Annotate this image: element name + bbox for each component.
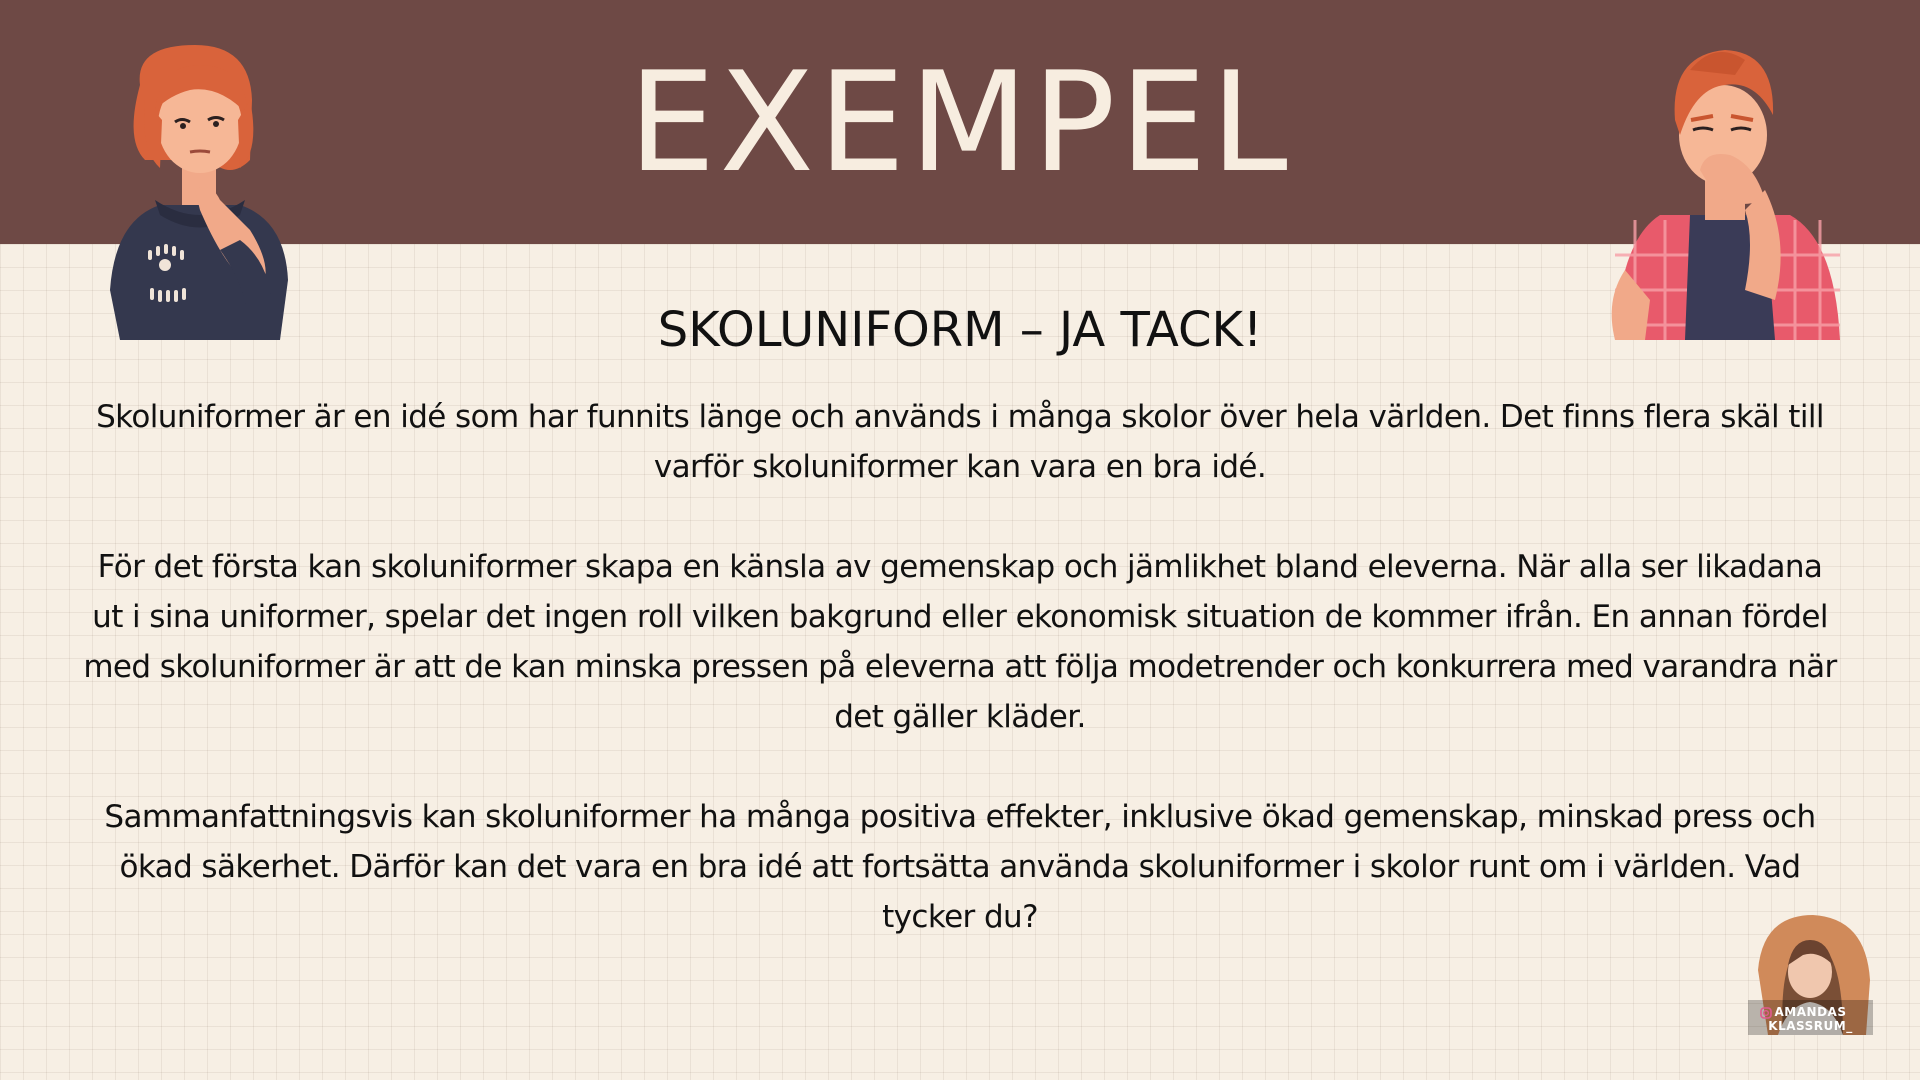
paragraph-intro: Skoluniformer är en idé som har funnits länge och används i många skolor över hela världen. Det finns flera skäl till varför skoluniformer kan vara en bra idé.: [96, 399, 1824, 485]
paragraph-arguments: För det första kan skoluniformer skapa en känsla av gemenskap och jämlikhet bland eleverna. När alla ser likadana ut i sina uniformer, spelar det ingen roll vilken bakgrund eller ekonomisk situation de kommer ifrån. En annan fördel med skoluniformer är att de kan minska pressen på eleverna att följa modetrender och konkurrera med varandra när det gäller kläder.: [83, 549, 1837, 735]
article-body: [78, 392, 1842, 992]
article-heading: SKOLUNIFORM – JA TACK!: [657, 302, 1263, 358]
page-title: EXEMPEL: [628, 42, 1292, 203]
badge-line-2: KLASSRUM_: [1768, 1019, 1853, 1033]
paragraph-conclusion: Sammanfattningsvis kan skoluniformer ha många positiva effekter, inklusive ökad gemenskap, minskad press och ökad säkerhet. Därför kan det vara en bra idé att fortsätta använda skoluniformer i skolor runt om i världen. Vad tycker du?: [104, 799, 1816, 935]
branding-badge: [1748, 910, 1873, 1035]
badge-line-1: AMANDAS: [1774, 1005, 1847, 1019]
